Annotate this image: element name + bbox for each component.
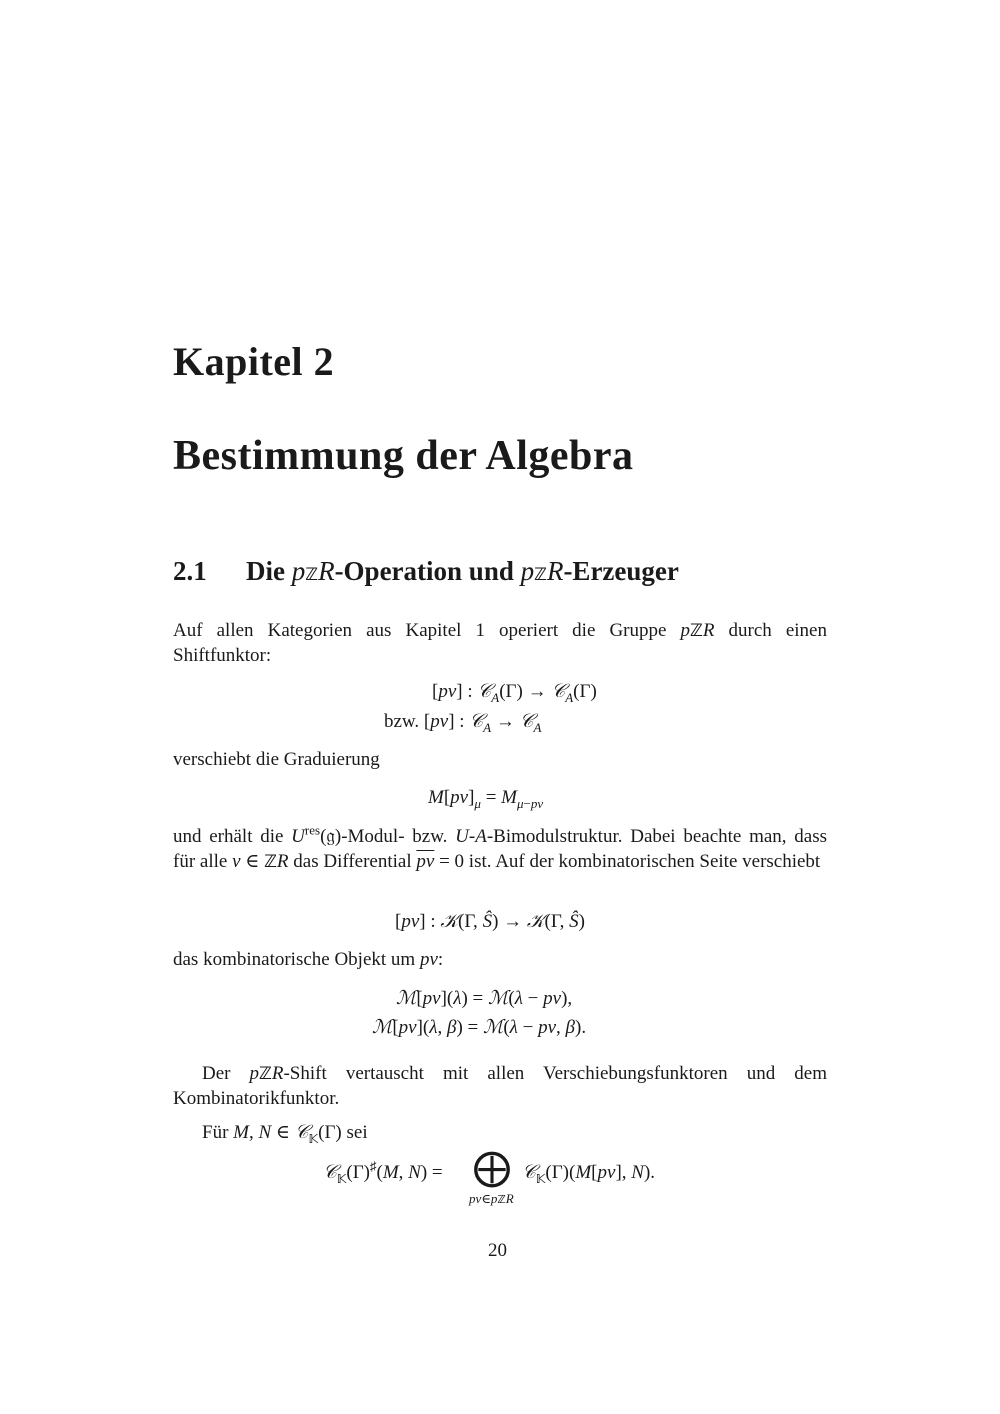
equation-2: $M[p\nu]_\mu = M_{\mu-p\nu}$	[428, 787, 544, 811]
equation-3: [pν] : 𝒦(Γ, Ŝ) → 𝒦(Γ, Ŝ)	[395, 910, 585, 932]
equation-1-line-1: [pν] : 𝒞$_A$(Γ) → 𝒞$_A$(Γ)	[432, 680, 597, 705]
equation-4-line-2: ℳ[pν](λ, β) = ℳ(λ − pν, β).	[372, 1016, 587, 1038]
chapter-label: Kapitel 2	[173, 339, 335, 384]
equation-1-line-2: bzw. [pν] : 𝒞$_A$ → 𝒞$_A$	[384, 710, 542, 735]
chapter-title: Bestimmung der Algebra	[173, 433, 634, 479]
paragraph-3: und erhält die $U^{res}(𝔤)-Modul-$ bzw. U-A-Bimodulstruktur. Dabei beachte man, dass für alle ν ∈ ℤR das Differential $\overline{p\nu} = 0$ ist. Auf der kombinatorischen Seite verschiebt	[173, 822, 827, 872]
paragraph-1: Auf allen Kategorien aus Kapitel 1 operiert die Gruppe pℤR durch einen Shiftfunktor:	[173, 620, 827, 666]
paragraph-2: verschiebt die Graduierung	[173, 749, 380, 770]
equation-5: 𝒞$_𝕂$(Γ)♯(M, N) = ⨁ pν∈pℤR 𝒞$_𝕂$(Γ)(M[pν], N).	[323, 1147, 656, 1206]
paragraph-5: Der pℤR-Shift vertauscht mit allen Verschiebungsfunktoren und dem Kombinatorikfunktor.	[173, 1063, 827, 1109]
section-heading	[173, 556, 679, 587]
page-number: 20	[488, 1240, 507, 1261]
section-number: 2.1	[173, 556, 207, 586]
direct-sum-symbol: ⨁	[473, 1147, 511, 1189]
sum-index: pν∈pℤR	[469, 1191, 514, 1206]
section-title: Die pℤR-Operation und pℤR-Erzeuger	[246, 556, 679, 586]
paragraph-4: das kombinatorische Objekt um pν:	[173, 949, 444, 970]
paragraph-6: Für M, N ∈ 𝒞$_𝕂$(Γ) sei	[202, 1121, 368, 1146]
equation-4-line-1: ℳ[pν](λ) = ℳ(λ − pν),	[396, 987, 573, 1009]
